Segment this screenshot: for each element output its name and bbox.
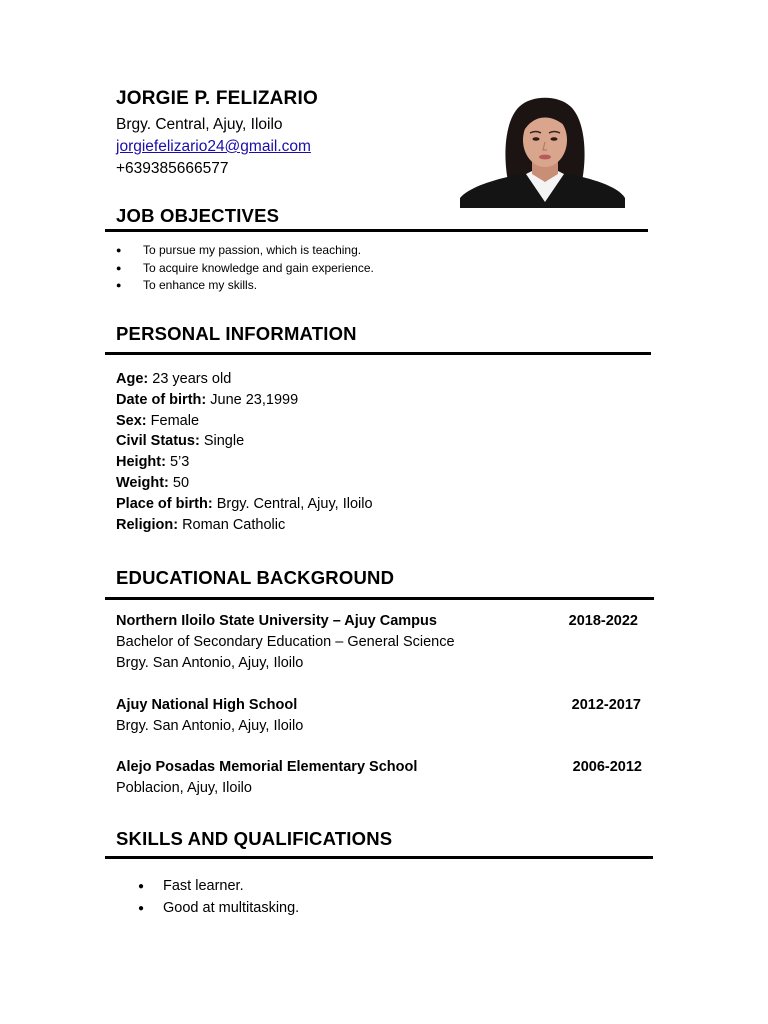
edu-address-elementary: Poblacion, Ajuy, Iloilo	[116, 780, 252, 796]
personal-info-list	[116, 369, 373, 535]
info-row-civil-status	[116, 431, 373, 452]
info-row-height	[116, 452, 373, 473]
skills-divider	[105, 856, 653, 859]
info-value: Roman Catholic	[182, 516, 286, 533]
info-label: Sex:	[116, 412, 147, 429]
info-value: 50	[172, 474, 190, 491]
skill-item: ● Fast learner.	[138, 876, 299, 898]
edu-school-elementary: Alejo Posadas Memorial Elementary School	[116, 759, 418, 775]
info-row-age	[116, 369, 373, 390]
personal-info-divider	[105, 352, 651, 355]
skills-list	[138, 876, 299, 919]
edu-degree-college: Bachelor of Secondary Education – General Science	[116, 634, 455, 650]
info-label: Religion:	[116, 516, 179, 533]
info-value: Brgy. Central, Ajuy, Iloilo	[216, 495, 373, 512]
edu-years-highschool: 2012-2017	[571, 697, 641, 713]
objective-item: ● To pursue my passion, which is teaching.	[116, 242, 374, 260]
objectives-list	[116, 242, 374, 295]
info-value: Female	[150, 412, 200, 429]
profile-photo-icon	[460, 90, 625, 208]
objective-item: ● To enhance my skills.	[116, 277, 374, 295]
education-title: EDUCATIONAL BACKGROUND	[116, 567, 395, 588]
skills-title: SKILLS AND QUALIFICATIONS	[116, 828, 393, 849]
info-value: June 23,1999	[210, 391, 299, 408]
info-row-sex	[116, 411, 373, 432]
personal-info-title: PERSONAL INFORMATION	[116, 323, 357, 344]
education-divider	[105, 597, 654, 600]
info-label: Place of birth:	[116, 495, 213, 512]
info-value: 23 years old	[152, 371, 232, 387]
address-text: Brgy. Central, Ajuy, Iloilo	[116, 116, 283, 133]
info-label: Civil Status:	[116, 433, 200, 450]
skill-item: ● Good at multitasking.	[138, 898, 299, 920]
edu-years-elementary: 2006-2012	[572, 759, 642, 775]
edu-school-college: Northern Iloilo State University – Ajuy Campus	[116, 613, 437, 629]
info-row-religion	[116, 515, 373, 536]
info-value: 5’3	[169, 454, 190, 471]
info-value: Single	[203, 433, 245, 450]
info-label: Date of birth:	[116, 391, 207, 408]
info-label: Height:	[116, 454, 166, 471]
info-row-birthdate	[116, 390, 373, 411]
profile-photo	[460, 90, 625, 208]
objective-item: ● To acquire knowledge and gain experience.	[116, 260, 374, 278]
email-link[interactable]: jorgiefelizario24@gmail.com	[116, 138, 311, 155]
info-label: Age:	[116, 371, 149, 387]
edu-school-highschool: Ajuy National High School	[116, 697, 298, 713]
edu-address-college: Brgy. San Antonio, Ajuy, Iloilo	[116, 655, 304, 671]
edu-address-highschool: Brgy. San Antonio, Ajuy, Iloilo	[116, 718, 304, 734]
objectives-divider	[105, 229, 648, 232]
objectives-title: JOB OBJECTIVES	[116, 205, 280, 226]
info-row-weight	[116, 473, 373, 494]
resume-name: JORGIE P. FELIZARIO	[116, 88, 318, 109]
phone-text: +639385666577	[116, 160, 229, 177]
edu-years-college: 2018-2022	[568, 613, 638, 629]
info-row-birthplace	[116, 494, 373, 515]
info-label: Weight:	[116, 474, 169, 491]
